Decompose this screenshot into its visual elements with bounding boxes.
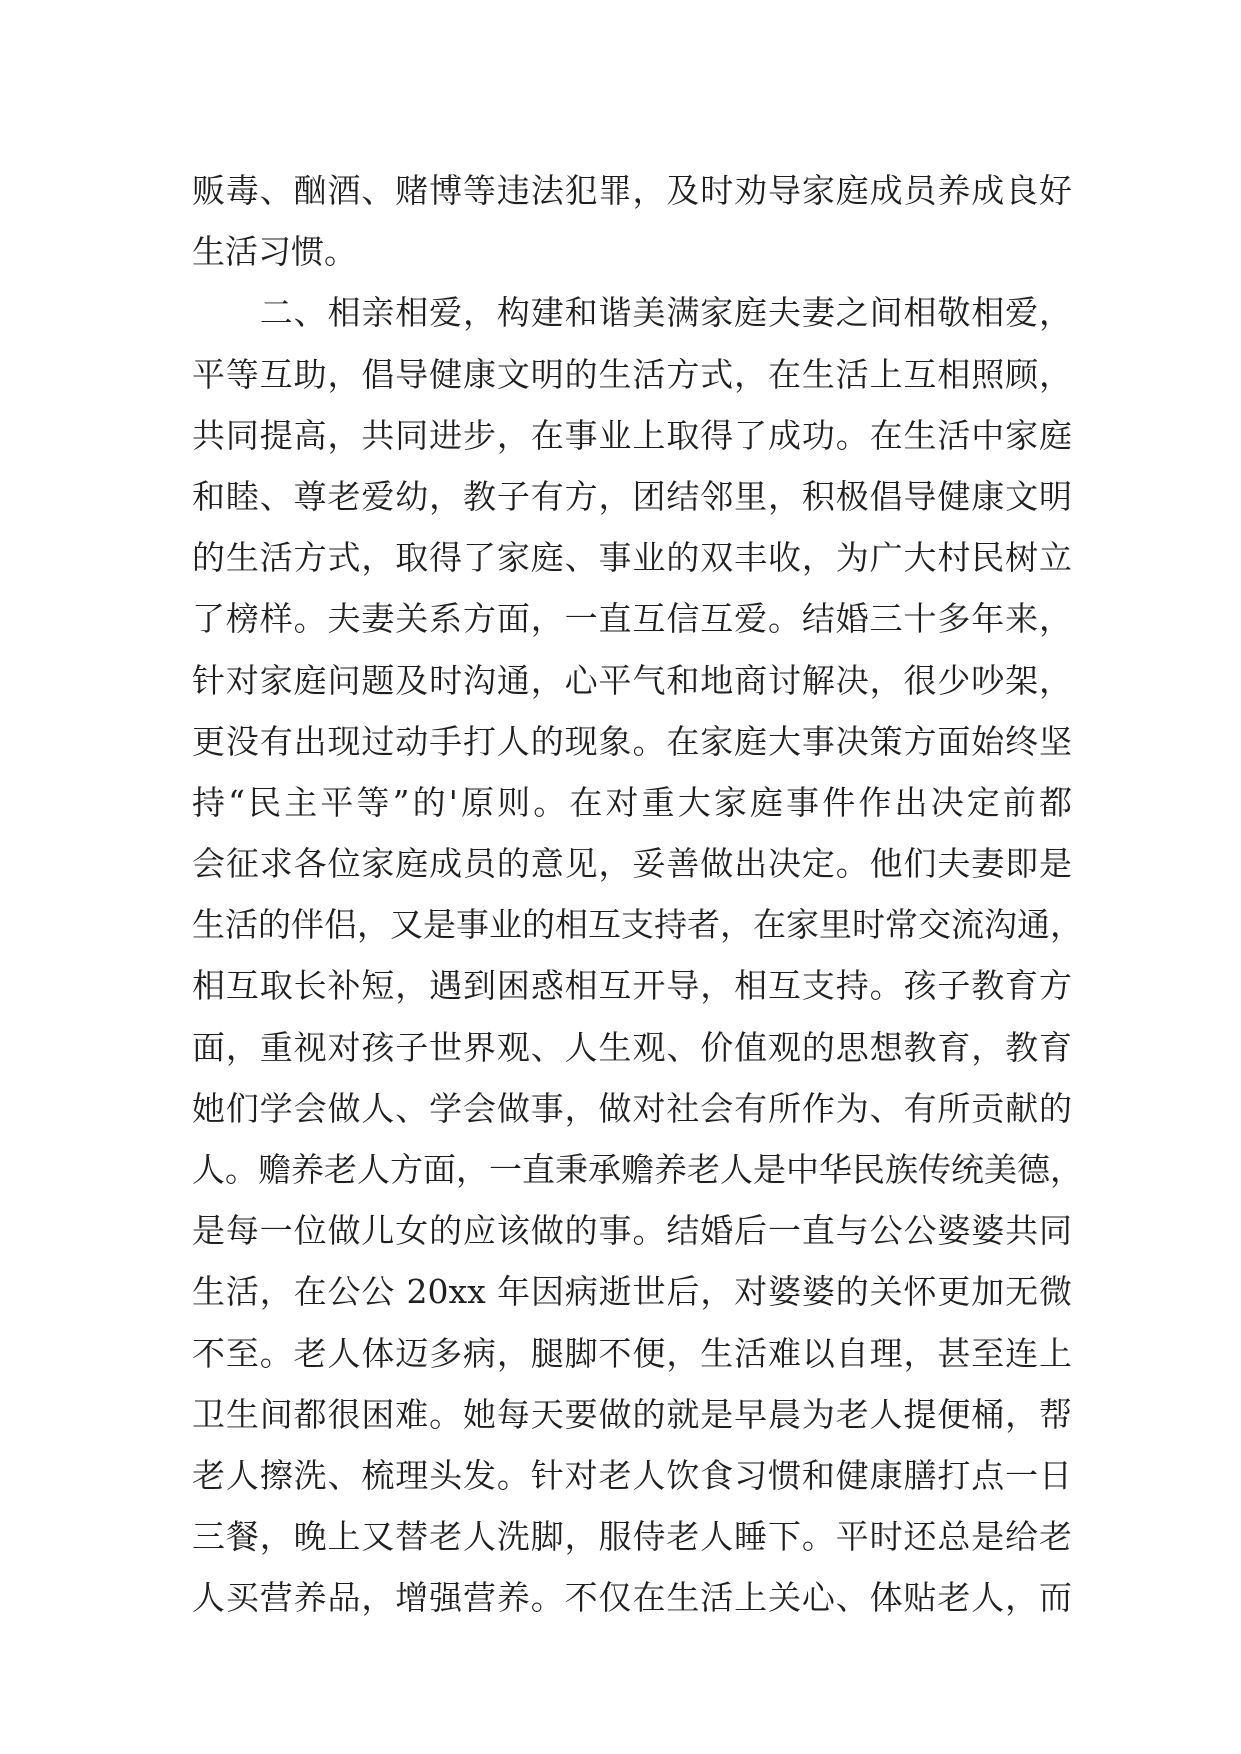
- text-line: 持“民主平等”的'原则。在对重大家庭事件作出决定前都: [192, 782, 1072, 822]
- text-line: 人。赡养老人方面，一直秉承赡养老人是中华民族传统美德，: [192, 1150, 1083, 1189]
- text-line: 生活习惯。: [192, 232, 357, 272]
- text-line: 面，重视对孩子世界观、人生观、价值观的思想教育，教育: [192, 1027, 1072, 1067]
- text-line: 不至。老人体迈多病，腿脚不便，生活难以自理，甚至连上: [192, 1333, 1072, 1373]
- text-line: 人买营养品，增强营养。不仅在生活上关心、体贴老人，而: [192, 1578, 1072, 1618]
- text-line: 相互取长补短，遇到困惑相互开导，相互支持。孩子教育方: [192, 966, 1072, 1006]
- body-text: [192, 160, 1083, 1629]
- text-line: 卫生间都很困难。她每天要做的就是早晨为老人提便桶，帮: [192, 1394, 1072, 1434]
- text-line: 和睦、尊老爱幼，教子有方，团结邻里，积极倡导健康文明: [192, 476, 1072, 516]
- text-line: 的生活方式，取得了家庭、事业的双丰收，为广大村民树立: [192, 538, 1072, 578]
- text-line: 三餐，晚上又替老人洗脚，服侍老人睡下。平时还总是给老: [192, 1517, 1072, 1557]
- text-line: 针对家庭问题及时沟通，心平气和地商讨解决，很少吵架，: [192, 660, 1072, 700]
- text-line: 二、相亲相爱，构建和谐美满家庭夫妻之间相敬相爱，: [192, 293, 1072, 333]
- text-line: 会征求各位家庭成员的意见，妥善做出决定。他们夫妻即是: [192, 844, 1072, 884]
- text-line: 平等互助，倡导健康文明的生活方式，在生活上互相照顾，: [192, 354, 1072, 394]
- text-line: 生活，在公公 20xx 年因病逝世后，对婆婆的关怀更加无微: [192, 1272, 1072, 1312]
- text-line: 老人擦洗、梳理头发。针对老人饮食习惯和健康膳打点一日: [192, 1455, 1072, 1495]
- text-line: 更没有出现过动手打人的现象。在家庭大事决策方面始终坚: [192, 721, 1072, 761]
- text-line: 共同提高，共同进步，在事业上取得了成功。在生活中家庭: [192, 415, 1072, 455]
- text-line: 她们学会做人、学会做事，做对社会有所作为、有所贡献的: [192, 1088, 1072, 1128]
- text-line: 贩毒、酗酒、赌博等违法犯罪，及时劝导家庭成员养成良好: [192, 171, 1072, 210]
- text-line: 是每一位做儿女的应该做的事。结婚后一直与公公婆婆共同: [192, 1211, 1072, 1251]
- text-line: 了榜样。夫妻关系方面，一直互信互爱。结婚三十多年来，: [192, 599, 1072, 639]
- text-line: 生活的伴侣，又是事业的相互支持者，在家里时常交流沟通，: [192, 905, 1083, 945]
